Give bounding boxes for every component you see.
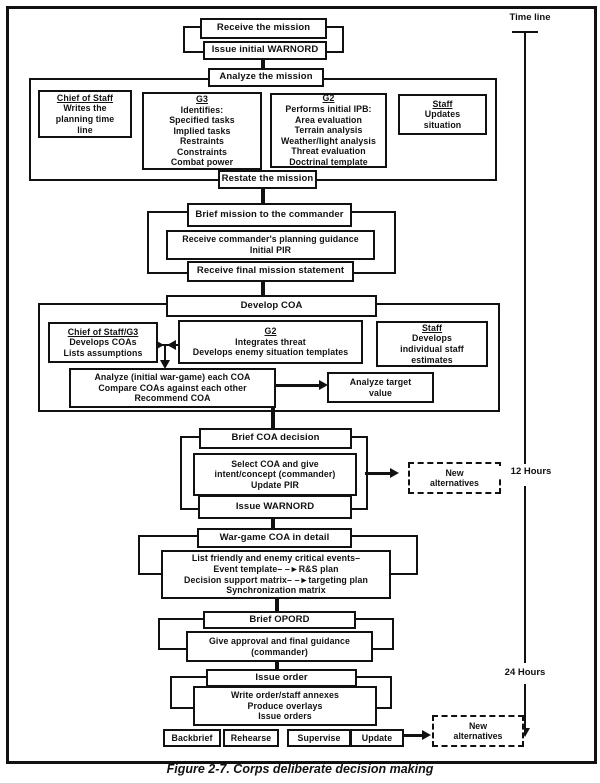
box-line: alternatives bbox=[453, 731, 503, 741]
box-line: Analyze (initial war-game) each COA bbox=[94, 372, 251, 383]
box-line: Give approval and final guidance bbox=[208, 635, 351, 646]
box-label: Supervise bbox=[297, 732, 341, 743]
timeline-segment bbox=[524, 31, 526, 464]
issue-initial-warnord-box bbox=[203, 41, 327, 60]
box-label: War-game COA in detail bbox=[219, 531, 330, 543]
g2-threat-box bbox=[178, 320, 363, 364]
box-heading: Staff bbox=[421, 322, 443, 333]
box-line: Receive commander's planning guidance bbox=[182, 234, 359, 245]
connector-line bbox=[365, 472, 392, 475]
box-line: Develops COAs bbox=[69, 337, 137, 348]
box-label: Rehearse bbox=[230, 732, 272, 743]
brief-coa-decision-box bbox=[199, 428, 352, 449]
arrow-left-icon bbox=[167, 340, 176, 350]
receive-mission-box bbox=[200, 18, 327, 39]
connector-line bbox=[272, 384, 322, 387]
box-line: estimates bbox=[411, 354, 453, 365]
chief-of-staff-box bbox=[38, 90, 132, 138]
restate-mission-box bbox=[218, 170, 317, 189]
box-line: Identifies: bbox=[180, 104, 224, 115]
box-line: Compare COAs against each other bbox=[98, 382, 247, 393]
box-heading: Chief of Staff bbox=[56, 92, 114, 103]
receive-final-mission-box bbox=[187, 261, 354, 282]
new-alternatives-box bbox=[408, 462, 501, 494]
staff-box bbox=[398, 94, 487, 135]
box-line: Recommend COA bbox=[134, 393, 211, 404]
box-label: Develop COA bbox=[240, 299, 303, 311]
box-line: Weather/light analysis bbox=[281, 135, 376, 146]
g3-box bbox=[142, 92, 262, 170]
box-line: Write order/staff annexes bbox=[231, 690, 339, 701]
box-label: Brief OPORD bbox=[249, 613, 310, 625]
brief-mission-box bbox=[187, 203, 352, 227]
timeline-12h-label: 12 Hours bbox=[498, 466, 564, 477]
arrow-right-icon bbox=[422, 730, 431, 740]
connector-line bbox=[271, 407, 275, 429]
give-approval-box bbox=[186, 631, 373, 662]
box-line: (commander) bbox=[251, 646, 308, 657]
new-alternatives-box bbox=[432, 715, 524, 747]
update-box bbox=[350, 729, 404, 747]
box-label: Issue order bbox=[255, 671, 308, 683]
rehearse-box bbox=[223, 729, 279, 747]
figure-caption: Figure 2-7. Corps deliberate decision making bbox=[166, 762, 434, 776]
box-line: situation bbox=[423, 119, 462, 130]
arrow-right-icon bbox=[390, 468, 399, 478]
box-line: Performs initial IPB: bbox=[285, 104, 372, 115]
issue-order-box bbox=[206, 669, 357, 687]
supervise-box bbox=[287, 729, 351, 747]
box-line: Issue orders bbox=[258, 711, 312, 722]
box-line: Produce overlays bbox=[247, 700, 323, 711]
box-line: New bbox=[445, 467, 464, 478]
analyze-target-value-box bbox=[327, 372, 434, 403]
box-heading: G2 bbox=[322, 93, 335, 104]
box-line: Specified tasks bbox=[169, 115, 235, 126]
box-line: planning time bbox=[55, 114, 115, 124]
wargame-coa-detail-box bbox=[197, 528, 352, 548]
box-line: Develops bbox=[412, 333, 452, 344]
box-line: Decision support matrix– –►targeting plan bbox=[184, 574, 368, 585]
g2-box bbox=[270, 93, 387, 168]
critical-events-box bbox=[161, 550, 391, 599]
box-line: New bbox=[468, 720, 488, 731]
box-label: Issue initial WARNORD bbox=[211, 44, 319, 56]
backbrief-box bbox=[163, 729, 221, 747]
box-label: Brief mission to the commander bbox=[195, 208, 344, 220]
box-line: Select COA and give bbox=[231, 458, 319, 469]
brief-opord-box bbox=[203, 611, 356, 629]
box-label: Update bbox=[361, 732, 393, 743]
box-line: Initial PIR bbox=[249, 245, 292, 255]
box-line: Terrain analysis bbox=[294, 125, 363, 136]
staff-estimates-box bbox=[376, 321, 488, 367]
box-heading: Staff bbox=[432, 98, 453, 109]
box-line: Threat evaluation bbox=[291, 146, 366, 157]
box-line: Event template– –►R&S plan bbox=[213, 563, 339, 574]
box-line: Implied tasks bbox=[173, 125, 231, 136]
develop-coa-box bbox=[166, 295, 377, 317]
box-label: Analyze the mission bbox=[219, 71, 313, 83]
issue-warnord-box bbox=[198, 495, 352, 519]
box-line: individual staff bbox=[400, 344, 464, 354]
box-line: line bbox=[77, 124, 93, 135]
box-line: intent/concept (commander) bbox=[214, 469, 336, 480]
box-heading: Chief of Staff/G3 bbox=[67, 326, 139, 337]
analyze-wargame-box bbox=[69, 368, 276, 408]
box-line: Writes the bbox=[63, 103, 107, 114]
box-label: Restate the mission bbox=[221, 173, 314, 185]
box-line: List friendly and enemy critical events– bbox=[191, 553, 361, 564]
box-line: Analyze target bbox=[349, 376, 412, 387]
box-label: Brief COA decision bbox=[231, 432, 320, 444]
box-line: Restraints bbox=[179, 136, 225, 147]
analyze-mission-box bbox=[208, 68, 324, 87]
select-coa-box bbox=[193, 453, 357, 496]
timeline-label: Time line bbox=[495, 12, 565, 23]
chief-of-staff-g3-box bbox=[48, 322, 158, 363]
box-label: Backbrief bbox=[171, 732, 213, 743]
box-line: Develops enemy situation templates bbox=[192, 347, 349, 358]
box-label: Issue WARNORD bbox=[235, 500, 315, 512]
box-line: Combat power bbox=[170, 157, 234, 168]
box-label: Receive final mission statement bbox=[196, 265, 345, 277]
box-line: Doctrinal template bbox=[289, 156, 368, 167]
box-line: Updates bbox=[424, 109, 461, 120]
box-label: Receive the mission bbox=[216, 22, 311, 34]
box-line: alternatives bbox=[430, 478, 479, 488]
write-order-box bbox=[193, 686, 377, 726]
box-heading: G3 bbox=[196, 93, 208, 104]
box-line: Update PIR bbox=[251, 479, 299, 490]
box-line: Synchronization matrix bbox=[226, 585, 326, 596]
box-line: Area evaluation bbox=[294, 114, 362, 125]
receive-guidance-box bbox=[166, 230, 375, 260]
box-heading: G2 bbox=[264, 326, 277, 337]
box-line: value bbox=[369, 387, 392, 398]
box-line: Lists assumptions bbox=[63, 347, 143, 358]
timeline-24h-label: 24 Hours bbox=[494, 667, 556, 678]
timeline-segment bbox=[524, 486, 526, 663]
box-line: Integrates threat bbox=[235, 336, 306, 347]
timeline-segment bbox=[524, 684, 526, 730]
box-line: Constraints bbox=[177, 146, 227, 157]
